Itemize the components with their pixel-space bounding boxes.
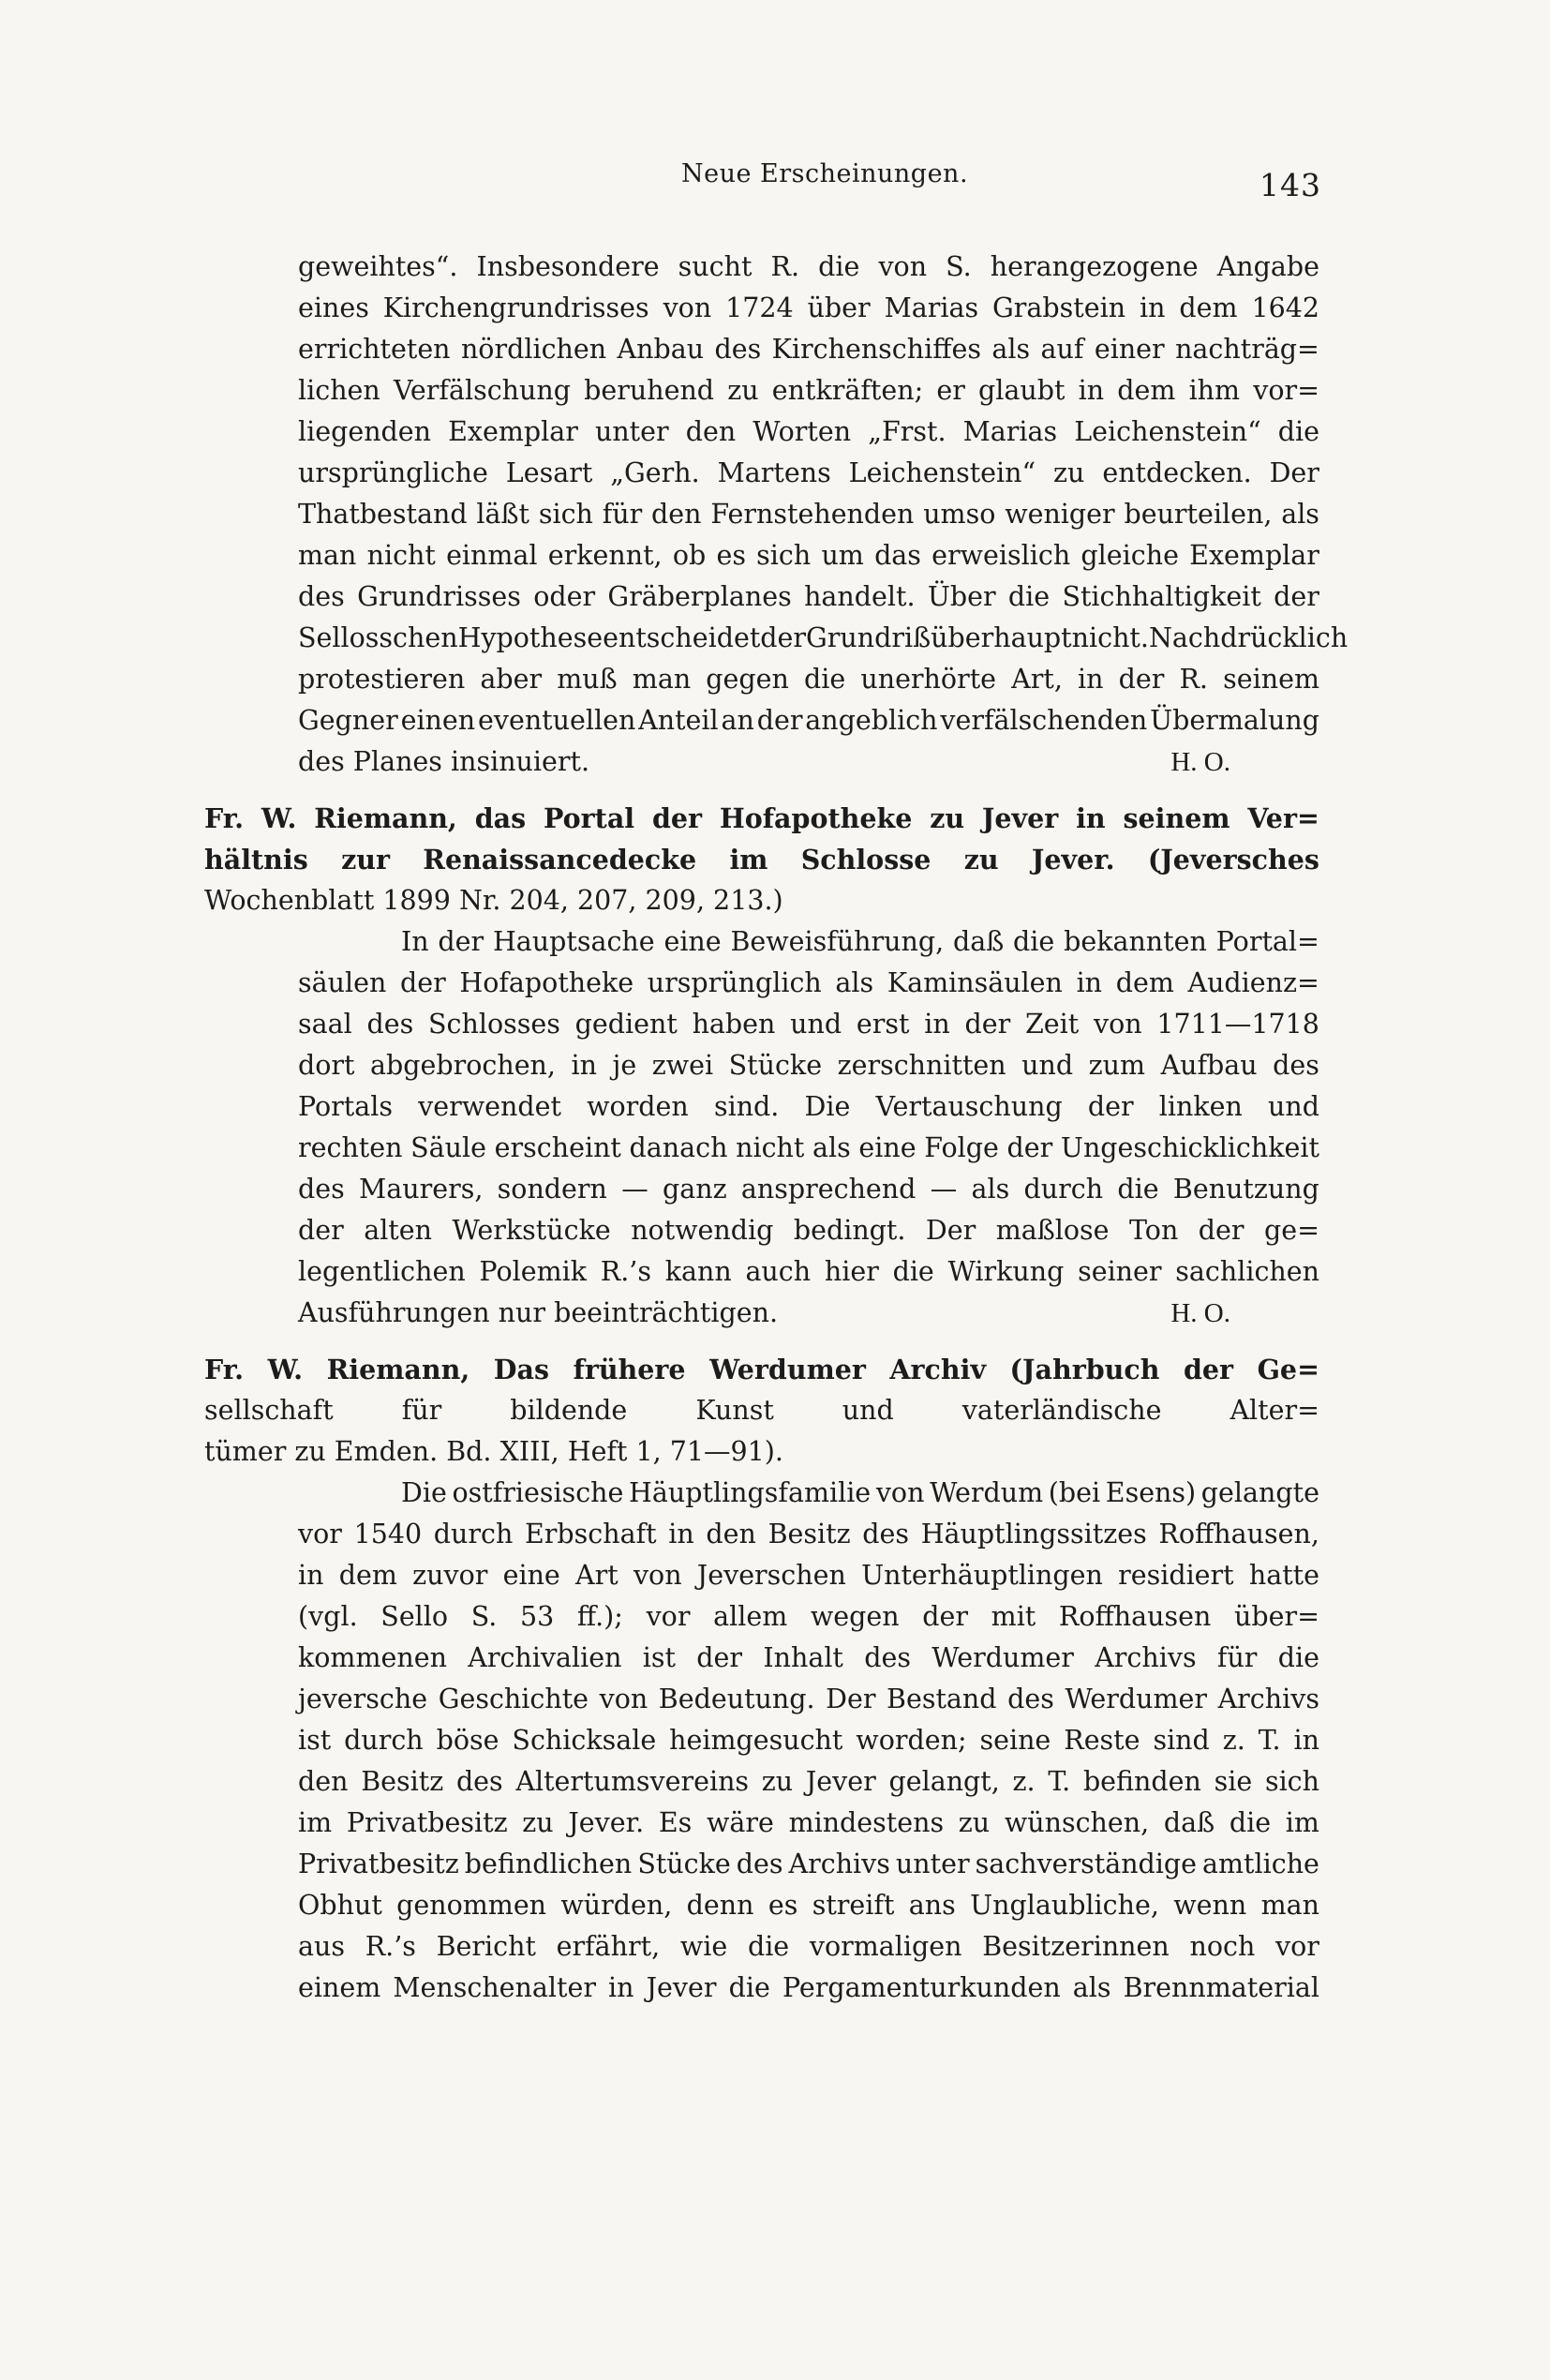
review-entry-portal xyxy=(204,798,1319,1334)
text-line-end: des Planes insinuiert. xyxy=(298,746,590,777)
reviewer-signature: H. O. xyxy=(1170,747,1230,777)
entry-heading-line: Fr. W. Riemann, Das frühere Werdumer Archiv (Jahrbuch der Ge= xyxy=(204,1354,1319,1385)
text-line: Sellosschen Hypothese entscheidet der Grundriß überhaupt nicht. Nachdrücklich xyxy=(298,622,1349,653)
running-head: Neue Erscheinungen. xyxy=(680,159,969,188)
text-line: im Privatbesitz zu Jever. Es wäre mindestens zu wünschen, daß die im xyxy=(298,1807,1319,1838)
review-entry-archive xyxy=(204,1349,1319,2009)
text-line: aus R.’s Bericht erfährt, wie die vormaligen Besitzerinnen noch vor xyxy=(298,1931,1319,1962)
text-line: jeversche Geschichte von Bedeutung. Der Bestand des Werdumer Archivs xyxy=(298,1684,1319,1714)
text-line: Obhut genommen würden, denn es streift ans Unglaubliche, wenn man xyxy=(298,1890,1319,1921)
entry-heading-line: hältnis zur Renaissancedecke im Schlosse zu Jever. (Jeversches xyxy=(204,844,1319,876)
text-line: man nicht einmal erkennt, ob es sich um das erweislich gleiche Exemplar xyxy=(298,540,1319,571)
text-line-last xyxy=(298,741,1319,783)
text-line: Gegner einen eventuellen Anteil an der angeblich verfälschenden Übermalung xyxy=(298,705,1319,736)
entry-heading-line: tümer zu Emden. Bd. XIII, Heft 1, 71—91). xyxy=(204,1436,783,1467)
text-line: einem Menschenalter in Jever die Pergamenturkunden als Brennmaterial xyxy=(298,1972,1319,2003)
text-line: (vgl. Sello S. 53 ff.); vor allem wegen der mit Roffhausen über= xyxy=(298,1601,1319,1632)
text-line: Thatbestand läßt sich für den Fernstehenden umso weniger beurteilen, als xyxy=(298,499,1319,530)
paragraph-continuation xyxy=(298,247,1349,783)
page-body xyxy=(204,247,1349,2009)
text-line: lichen Verfälschung beruhend zu entkräften; er glaubt in dem ihm vor= xyxy=(298,375,1319,406)
text-line: eines Kirchengrundrisses von 1724 über Marias Grabstein in dem 1642 xyxy=(298,292,1319,323)
text-line: Privatbesitz befindlichen Stücke des Archivs unter sachverständige amtliche xyxy=(298,1849,1319,1879)
text-line: geweihtes“. Insbesondere sucht R. die von S. herangezogene Angabe xyxy=(298,251,1319,282)
text-line: der alten Werkstücke notwendig bedingt. Der maßlose Ton der ge= xyxy=(298,1215,1319,1246)
text-line: des Grundrisses oder Gräberplanes handelt. Über die Stichhaltigkeit der xyxy=(298,581,1319,612)
text-line: kommenen Archivalien ist der Inhalt des Werdumer Archivs für die xyxy=(298,1642,1319,1673)
entry-heading-line: Fr. W. Riemann, das Portal der Hofapotheke zu Jever in seinem Ver= xyxy=(204,802,1319,834)
entry-heading-line: sellschaft für bildende Kunst und vaterländische Alter= xyxy=(204,1395,1319,1426)
text-line: ist durch böse Schicksale heimgesucht worden; seine Reste sind z. T. in xyxy=(298,1725,1319,1756)
page-number: 143 xyxy=(1259,167,1321,203)
text-line: In der Hauptsache eine Beweisführung, daß die bekannten Portal= xyxy=(401,926,1319,957)
text-line: vor 1540 durch Erbschaft in den Besitz des Häuptlingssitzes Roffhausen, xyxy=(298,1519,1319,1549)
text-line-end: Ausführungen nur beeinträchtigen. xyxy=(298,1297,778,1328)
text-line-last xyxy=(298,1293,1319,1334)
text-line: ursprüngliche Lesart „Gerh. Martens Leichenstein“ zu entdecken. Der xyxy=(298,457,1319,488)
reviewer-signature: H. O. xyxy=(1170,1298,1230,1328)
page-header xyxy=(309,150,1321,206)
text-line: in dem zuvor eine Art von Jeverschen Unterhäuptlingen residiert hatte xyxy=(298,1560,1319,1591)
text-line: errichteten nördlichen Anbau des Kirchenschiffes als auf einer nachträg= xyxy=(298,334,1319,365)
text-line: saal des Schlosses gedient haben und erst in der Zeit von 1711—1718 xyxy=(298,1009,1319,1040)
text-line: rechten Säule erscheint danach nicht als eine Folge der Ungeschicklichkeit xyxy=(298,1132,1319,1163)
text-line: dort abgebrochen, in je zwei Stücke zerschnitten und zum Aufbau des xyxy=(298,1050,1319,1081)
text-line: des Maurers, sondern — ganz ansprechend — als durch die Benutzung xyxy=(298,1174,1319,1205)
text-line: Die ostfriesische Häuptlingsfamilie von Werdum (bei Esens) gelangte xyxy=(401,1477,1319,1508)
text-line: säulen der Hofapotheke ursprünglich als Kaminsäulen in dem Audienz= xyxy=(298,967,1319,998)
entry-heading-line: Wochenblatt 1899 Nr. 204, 207, 209, 213.) xyxy=(204,885,783,916)
text-line: liegenden Exemplar unter den Worten „Frst. Marias Leichenstein“ die xyxy=(298,416,1319,447)
text-line: den Besitz des Altertumsvereins zu Jever gelangt, z. T. befinden sie sich xyxy=(298,1766,1319,1797)
text-line: protestieren aber muß man gegen die unerhörte Art, in der R. seinem xyxy=(298,664,1319,695)
text-line: legentlichen Polemik R.’s kann auch hier die Wirkung seiner sachlichen xyxy=(298,1256,1319,1287)
text-line: Portals verwendet worden sind. Die Vertauschung der linken und xyxy=(298,1091,1319,1122)
